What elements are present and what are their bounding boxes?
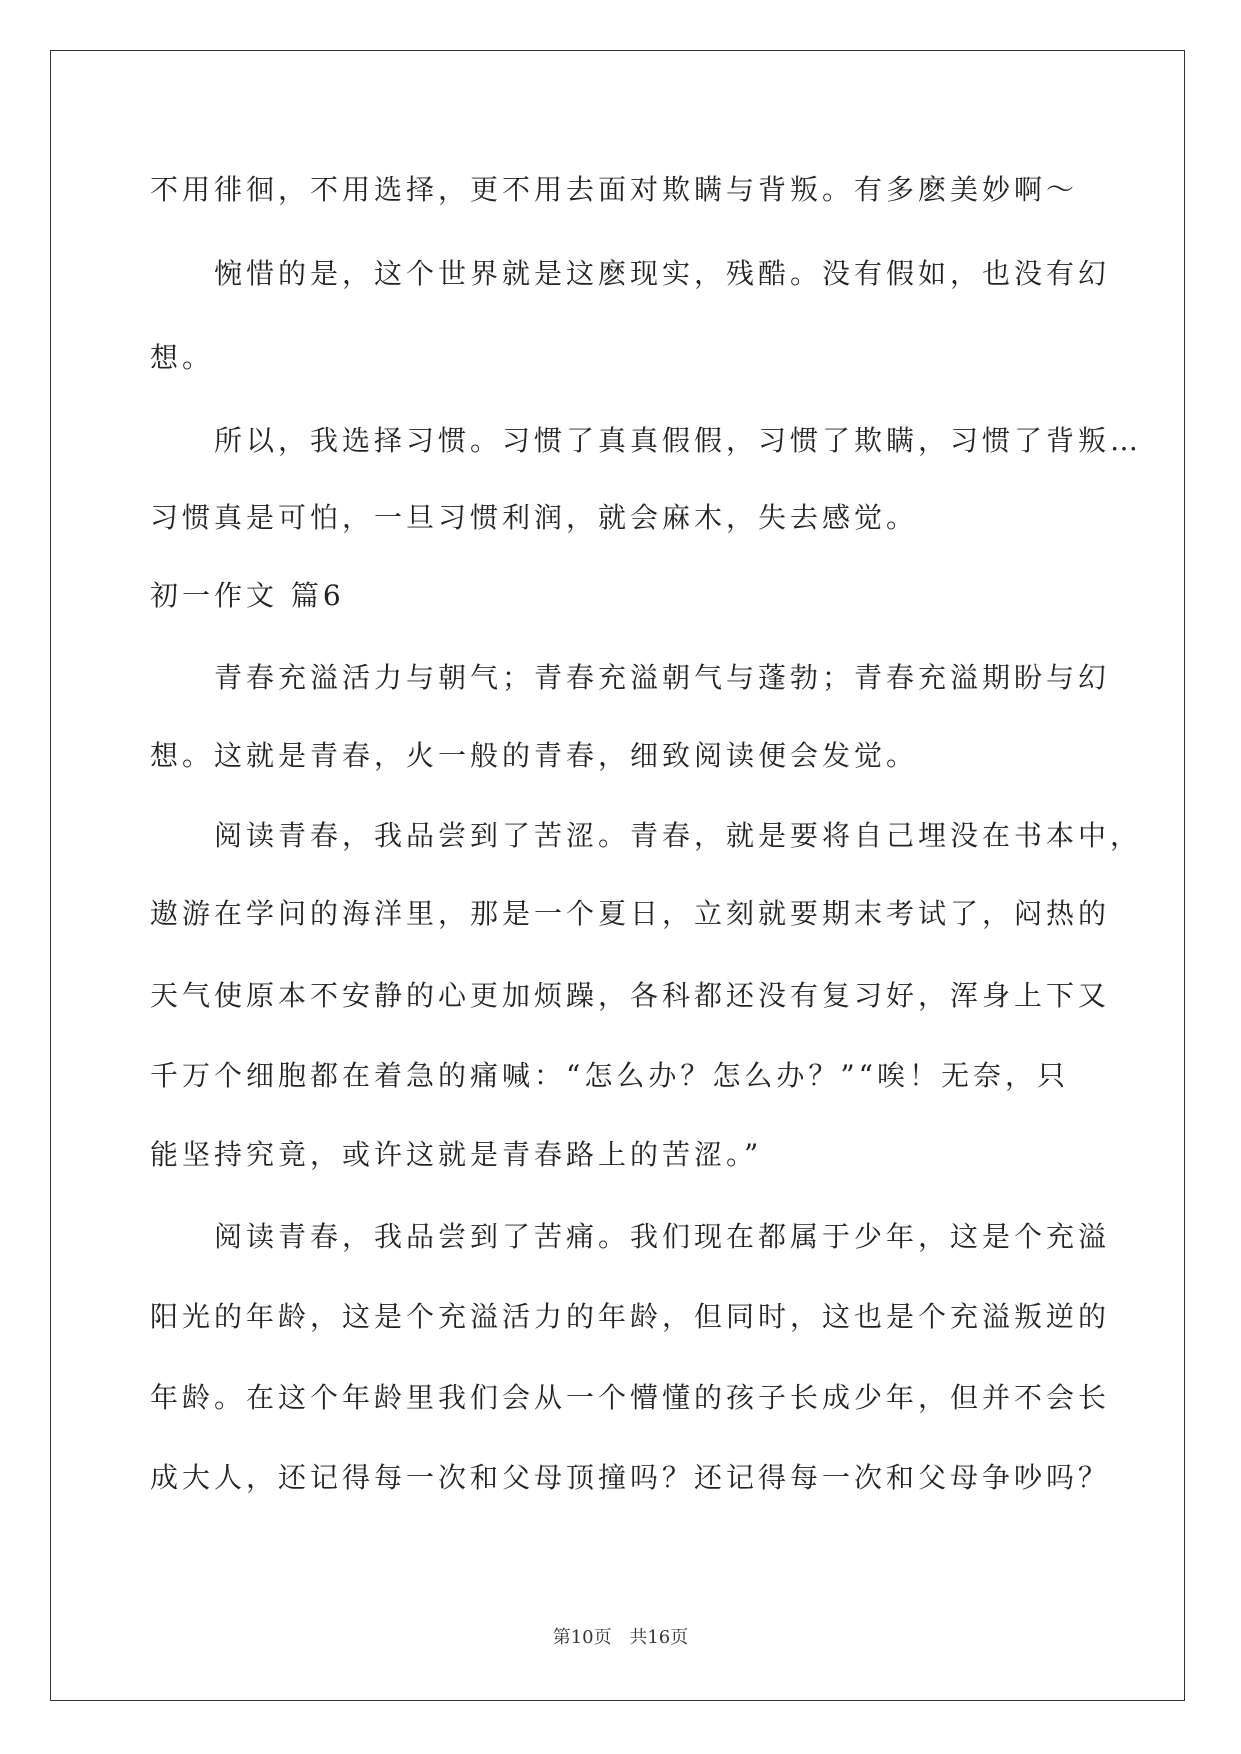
text-line: 年龄。在这个年龄里我们会从一个懵懂的孩子长成少年，但并不会长: [150, 1381, 1111, 1414]
section-heading: 初一作文 篇6: [150, 579, 345, 612]
text-line: 不用徘徊，不用选择，更不用去面对欺瞒与背叛。有多麽美妙啊～: [150, 173, 1079, 206]
page-border: [50, 50, 1185, 1701]
text-line: 千万个细胞都在着急的痛喊：“怎么办？怎么办？”“唉！无奈，只: [150, 1059, 1069, 1092]
text-line: 想。这就是青春，火一般的青春，细致阅读便会发觉。: [150, 739, 919, 772]
text-line: 阅读青春，我品尝到了苦痛。我们现在都属于少年，这是个充溢: [214, 1220, 1111, 1253]
text-line: 习惯真是可怕，一旦习惯利润，就会麻木，失去感觉。: [150, 501, 919, 534]
page-number: 第10页: [552, 1627, 612, 1648]
text-line: 青春充溢活力与朝气；青春充溢朝气与蓬勃；青春充溢期盼与幻: [214, 661, 1111, 694]
text-line: 想。: [150, 341, 215, 374]
text-line: 天气使原本不安静的心更加烦躁，各科都还没有复习好，浑身上下又: [150, 979, 1111, 1012]
text-line: 遨游在学问的海洋里，那是一个夏日，立刻就要期末考试了，闷热的: [150, 897, 1111, 930]
text-line: 阳光的年龄，这是个充溢活力的年龄，但同时，这也是个充溢叛逆的: [150, 1300, 1111, 1333]
page-footer: [0, 1623, 1241, 1649]
page-total: 共16页: [629, 1627, 689, 1648]
text-line: 所以，我选择习惯。习惯了真真假假，习惯了欺瞒，习惯了背叛…: [214, 424, 1143, 457]
text-line: 惋惜的是，这个世界就是这麽现实，残酷。没有假如，也没有幻: [214, 257, 1111, 290]
text-line: 成大人，还记得每一次和父母顶撞吗？还记得每一次和父母争吵吗？: [150, 1461, 1111, 1494]
text-line: 能坚持究竟，或许这就是青春路上的苦涩。”: [150, 1138, 763, 1171]
text-line: 阅读青春，我品尝到了苦涩。青春，就是要将自己埋没在书本中，: [214, 819, 1143, 852]
